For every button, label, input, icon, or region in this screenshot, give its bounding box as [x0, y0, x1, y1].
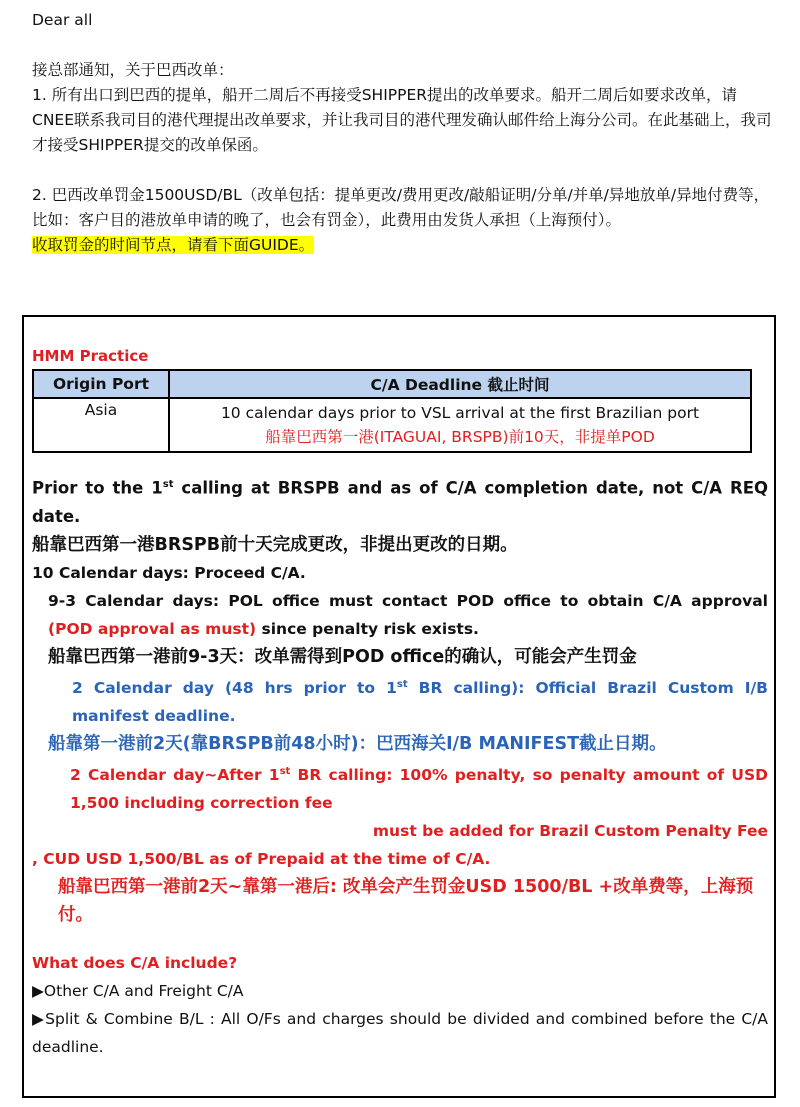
bullet-text-1: Other C/A and Freight C/A: [43, 981, 244, 1000]
cell-origin: Asia: [33, 398, 169, 452]
ca-deadline-table: [32, 369, 752, 453]
two-sup: st: [396, 678, 408, 690]
bullet-arrow-icon: ▶: [32, 1009, 46, 1028]
after-sup: st: [279, 765, 291, 777]
hmm-practice-title: HMM Practice: [32, 347, 149, 365]
ten-days-rule: 10 Calendar days: Proceed C/A.: [32, 563, 306, 582]
prior-sup: st: [162, 479, 174, 490]
highlighted-text: 收取罚金的时间节点，请看下面GUIDE。: [32, 236, 315, 254]
after-calling-rule: [32, 758, 768, 817]
notice-item-2: 2. 巴西改单罚金1500USD/BL（改单包括：提单更改/费用更改/敲船证明/分单/并单/异地放单/异地付费等，比如：客户目的港放单申请的晚了，也会有罚金），此费用由发货人承担（上海预付）。: [32, 186, 770, 229]
table-row: [33, 398, 751, 452]
must-be-added-line: must be added for Brazil Custom Penalty Fee: [372, 821, 768, 840]
two-text-b: BR calling): Official Brazil Custom I/B manifest deadline.: [72, 678, 768, 725]
two-days-rule: [32, 671, 768, 730]
bullet-arrow-icon: ▶: [32, 981, 44, 1000]
guide-box: [22, 315, 776, 1098]
two-text-a: 2 Calendar day (48 hrs prior to 1: [72, 678, 397, 697]
header-origin-port: Origin Port: [33, 370, 169, 398]
notice-item-1: 1. 所有出口到巴西的提单，船开二周后不再接受SHIPPER提出的改单要求。船开二周后如要求改单，请CNEE联系我司目的港代理提出改单要求，并让我司目的港代理发确认邮件给上海分公司。在此基础上，我司才接受SHIPPER提交的改单保函。: [32, 86, 772, 154]
after-text-b: BR calling: 100% penalty, so penalty amount of USD 1,500 including correction fee: [70, 765, 768, 812]
greeting: Dear all: [32, 11, 93, 29]
nine-text-b: since penalty risk exists.: [256, 619, 479, 638]
nine-three-days-rule: [32, 587, 768, 643]
ca-include-title: What does C/A include?: [32, 953, 238, 972]
header-ca-deadline: C/A Deadline 截止时间: [169, 370, 751, 398]
after-text-a: 2 Calendar day~After 1: [70, 765, 280, 784]
cn-after-calling: 船靠巴西第一港前2天~靠第一港后: 改单会产生罚金USD 1500/BL +改单费等，上海预付。: [58, 876, 754, 925]
cn-nine-three-days: 船靠巴西第一港前9-3天：改单需得到POD office的确认，可能会产生罚金: [48, 646, 637, 667]
bullet-item-2: [32, 1005, 768, 1061]
cell-deadline: [169, 398, 751, 452]
guide-pointer: [32, 233, 772, 258]
nine-text-red: (POD approval as must): [48, 619, 257, 638]
email-body: [32, 8, 772, 258]
notice-heading: 接总部通知，关于巴西改单：: [32, 61, 234, 79]
cn-two-days: 船靠第一港前2天(靠BRSPB前48小时)：巴西海关I/B MANIFEST截止日期。: [48, 733, 667, 754]
cn-prior-statement: 船靠巴西第一港BRSPB前十天完成更改，非提出更改的日期。: [32, 534, 518, 555]
deadline-cn: 船靠巴西第一港(ITAGUAI, BRSPB)前10天，非提单POD: [265, 428, 655, 446]
bullet-text-2: Split & Combine B/L : All O/Fs and charges should be divided and combined before the C/A deadline.: [32, 1009, 768, 1056]
cud-prepaid-line: , CUD USD 1,500/BL as of Prepaid at the time of C/A.: [32, 849, 491, 868]
prior-text-b: calling at BRSPB and as of C/A completion date, not C/A REQ date.: [32, 478, 769, 526]
nine-text-a: 9-3 Calendar days: POL office must contact POD office to obtain C/A approval: [48, 591, 768, 610]
deadline-en: 10 calendar days prior to VSL arrival at the first Brazilian port: [220, 404, 700, 422]
prior-text-a: Prior to the 1: [32, 478, 163, 498]
prior-statement: [32, 471, 768, 531]
table-header-row: [33, 370, 751, 398]
bullet-item-1: [32, 977, 768, 1005]
